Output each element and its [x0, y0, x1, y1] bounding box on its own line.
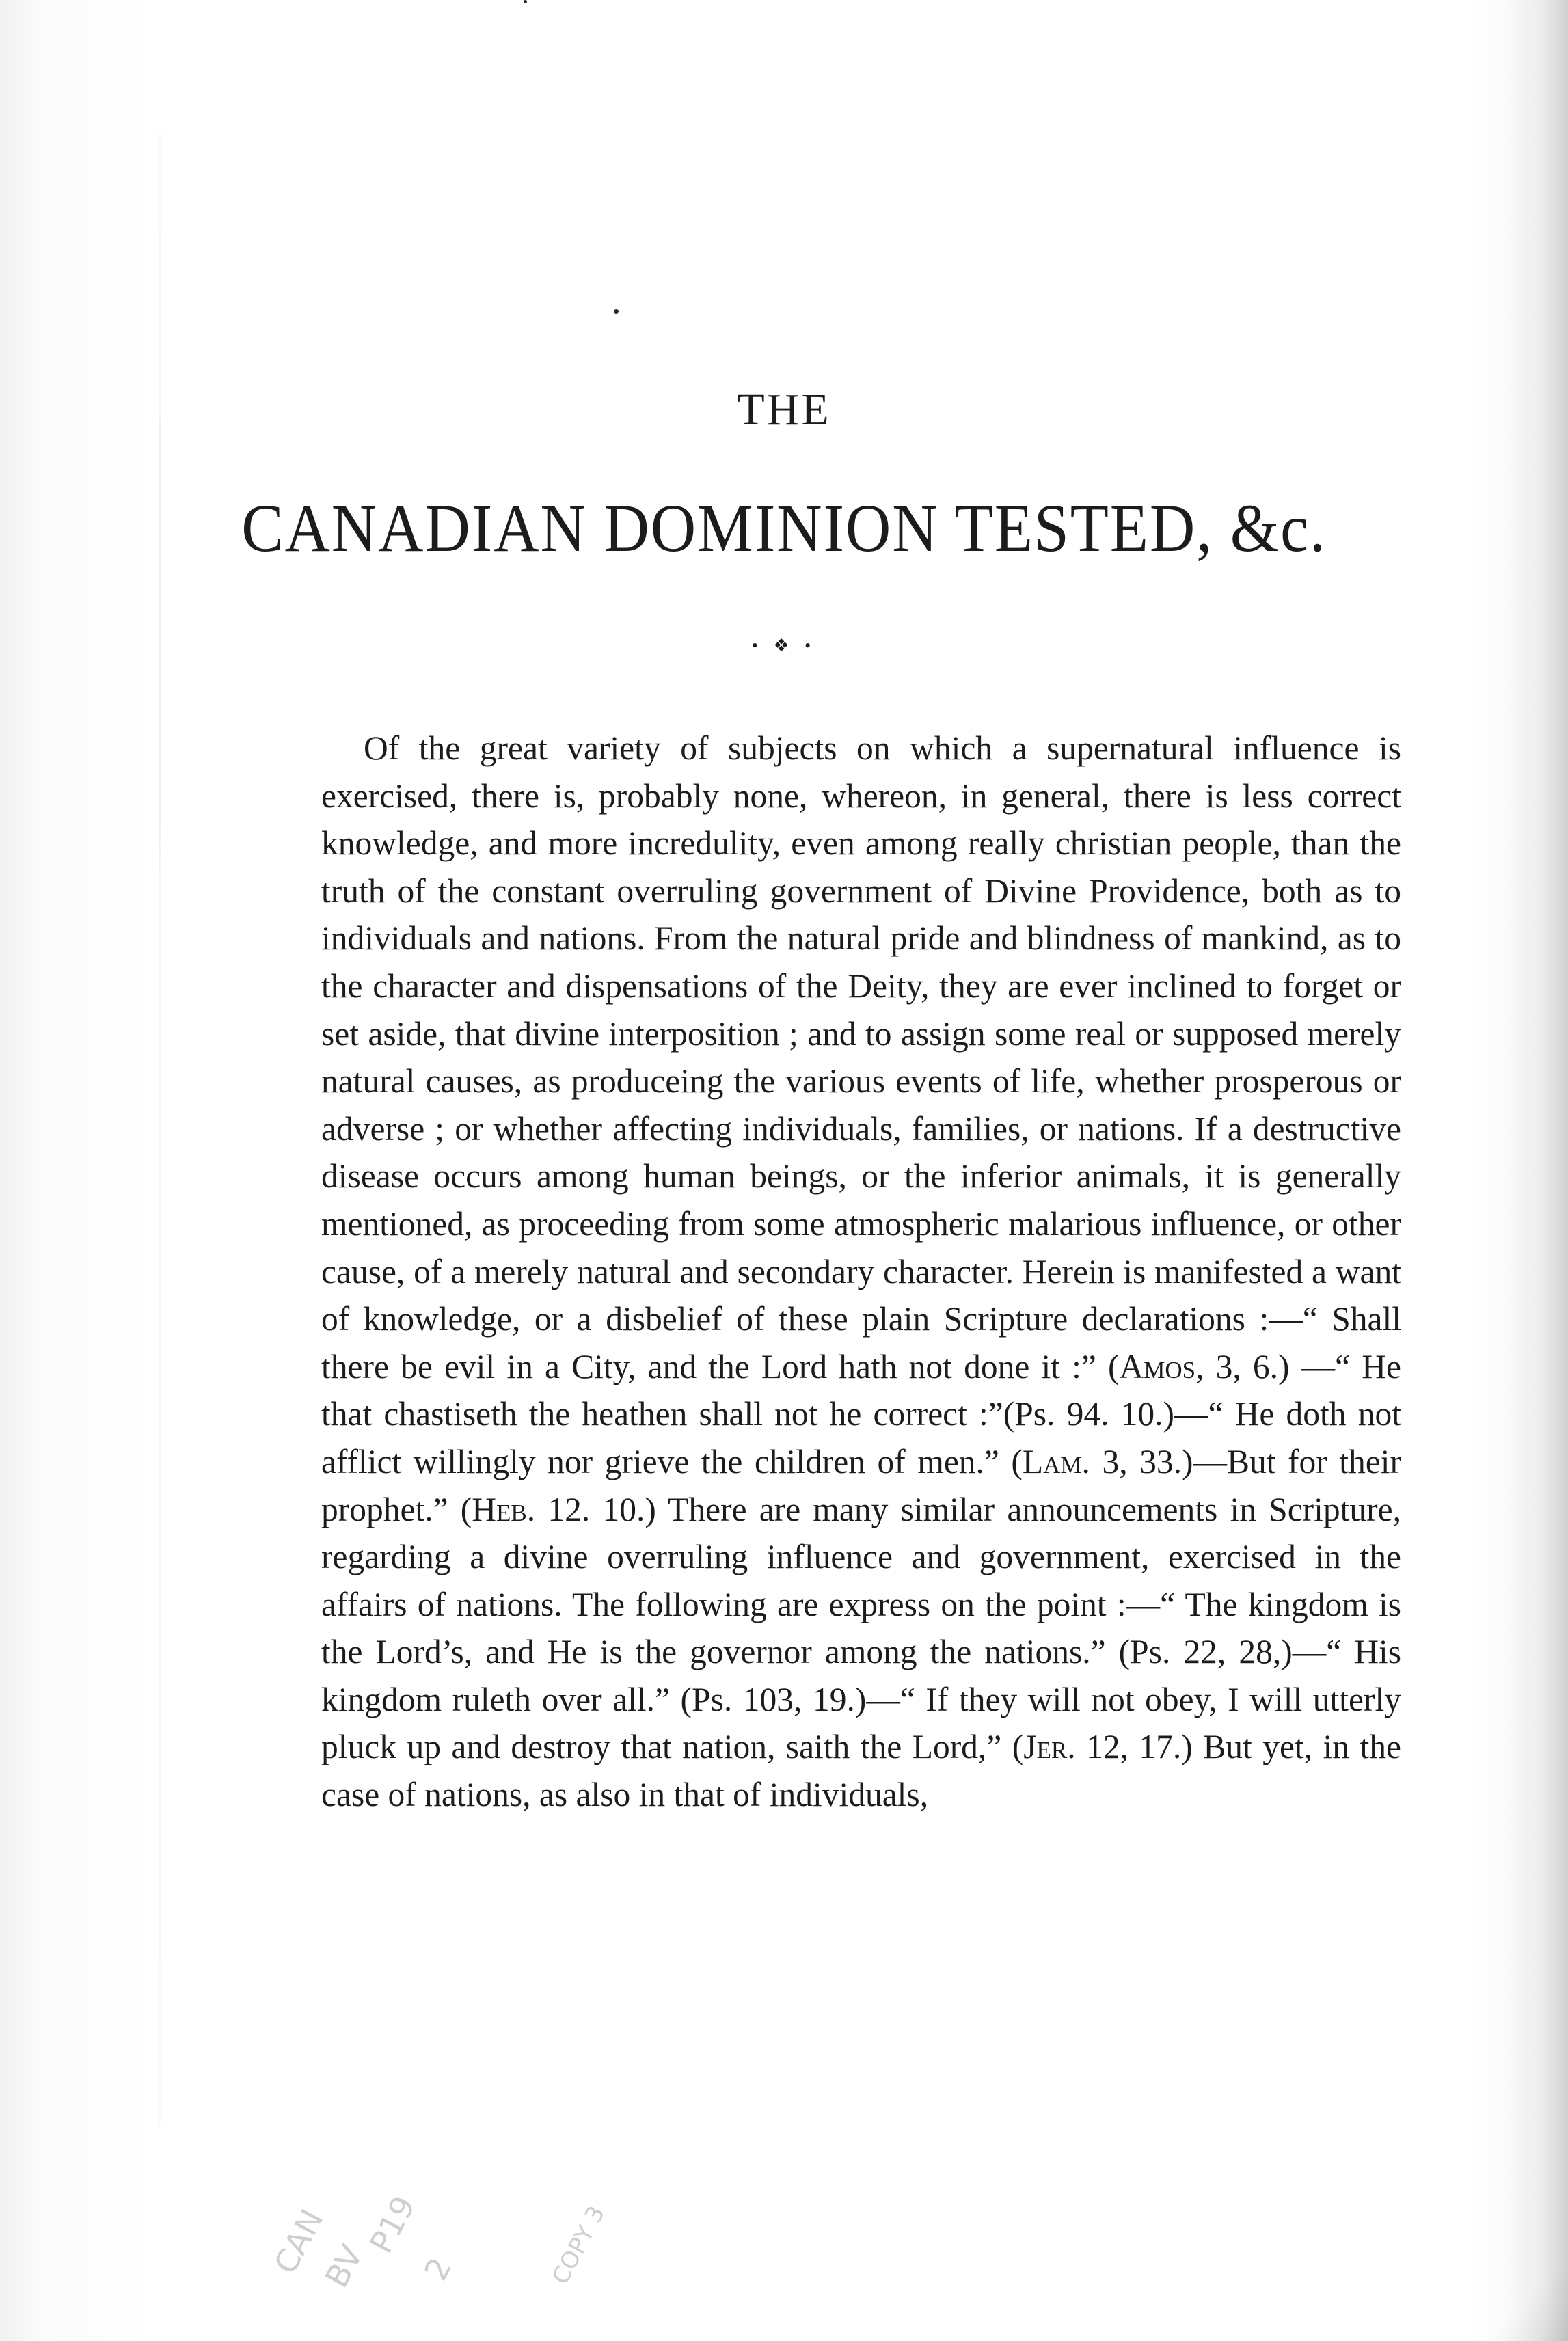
ink-speck: [614, 309, 619, 314]
stamp-line: CAN: [267, 2203, 331, 2280]
text-segment-smallcaps: Heb: [472, 1490, 527, 1528]
text-segment: . 3, 33.)—But for their prophet.” (: [321, 1442, 1401, 1528]
text-segment: . 12, 17.) But yet, in the case of nations, as also in that of individuals,: [321, 1728, 1401, 1814]
stamp-line: COPY 3: [547, 2201, 611, 2289]
heading-main: CANADIAN DOMINION TESTED, &c.: [241, 490, 1327, 566]
page-corner-shadow: [1486, 2259, 1568, 2341]
heading-small: THE: [737, 385, 831, 435]
text-segment: Of the great variety of subjects on which a supernatural influence is exercised, there is, probably none, whereon, in general, there is less correct knowledge, and more incredulity, even among really christian people, than the truth of the constant overruling government of Divine Providence, both as to individuals and nations. From the natural pride and blindness of mankind, as to the character and dispensations of the Deity, they are ever inclined to forget or set aside, that divine interposition ; and to assign some real or supposed merely natural causes, as produceing the various events of life, whether prosperous or adverse ; or whether affecting individuals, families, or nations. If a destructive disease occurs among human beings, or the inferior animals, it is generally mentioned, as proceeding from some atmospheric malarious influence, or other cause, of a merely natural and secondary character. Herein is manifested a want of knowledge, or a disbelief of these plain Scripture declarations :—“ Shall there be evil in a City, and the Lord hath not done it :” (: [321, 729, 1401, 1385]
stamp-line: BV: [318, 2238, 370, 2294]
stamp-line: P19: [362, 2189, 423, 2260]
text-segment-smallcaps: Lam: [1022, 1442, 1082, 1480]
text-segment-smallcaps: Amos: [1119, 1347, 1196, 1385]
ornament-divider: • ❖ •: [751, 636, 817, 655]
text-segment: . 12. 10.) There are many similar announcements in Scripture, regarding a divine overruling influence and government, exercised in the affairs of nations. The following are express on the point :—“ The kingdom is the Lord’s, and He is the governor among the nations.” (Ps. 22, 28,)—“ His kingdom ruleth over all.” (Ps. 103, 19.)—“ If they will not obey, I will utterly pluck up and destroy that nation, saith the Lord,” (: [321, 1490, 1401, 1766]
body-paragraph: [321, 725, 1401, 1819]
text-segment: , 3, 6.) —“ He that chastiseth the heathen shall not he correct :”(Ps. 94. 10.)—“ He doth not afflict willingly nor grieve the children of men.” (: [321, 1347, 1401, 1480]
text-segment-smallcaps: Jer: [1023, 1728, 1068, 1766]
page-gutter-shadow: [159, 0, 161, 2341]
page-edge-shadow: [1506, 0, 1568, 2341]
ink-speck: [524, 0, 527, 3]
stamp-line: 2: [417, 2251, 459, 2287]
library-shelfmark-stamp: [253, 2105, 636, 2294]
